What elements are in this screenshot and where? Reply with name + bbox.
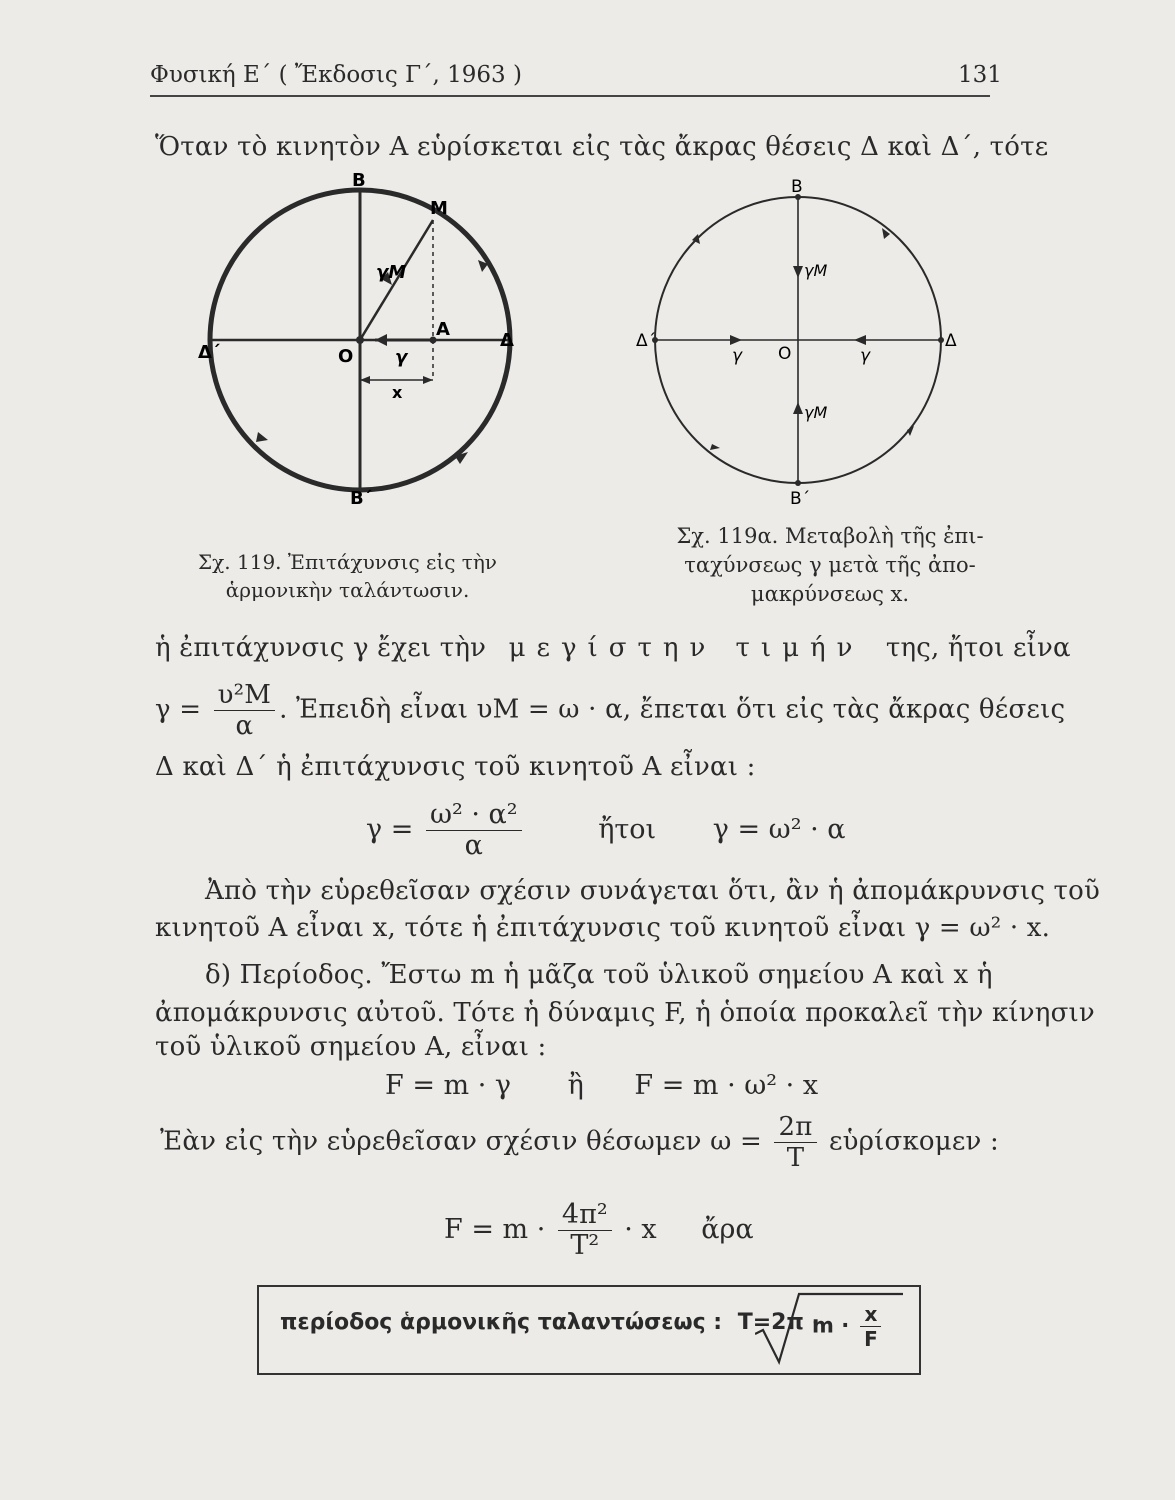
fig119a-label-b: B: [791, 178, 803, 197]
para4-line1: δ) Περίοδος. Ἔστω m ἡ μᾶζα τοῦ ὑλικοῦ σημείου Α καὶ x ἡ: [205, 960, 993, 990]
eq1-lhs: γ =: [366, 814, 414, 845]
boxed-radicand-m: m ·: [812, 1313, 850, 1338]
boxed-formula-start: T=2π ·: [737, 1310, 820, 1335]
fig119-caption: [185, 548, 510, 604]
fig119a-arrow-right-gamma: [854, 335, 866, 345]
eq3-word: ἄρα: [701, 1214, 754, 1245]
fig119-gamma-arrowhead: [375, 334, 387, 346]
fig119-label-delta: Δ: [500, 330, 514, 351]
fig119-label-gamma: γ: [395, 347, 408, 368]
boxed-radicand: [812, 1302, 885, 1351]
para5-line: [160, 1112, 1005, 1173]
fig119a-arrow-bottom-gammaM: [793, 402, 803, 414]
boxed-denominator: F: [864, 1327, 878, 1351]
para2-line2: [155, 680, 1066, 741]
para5-fraction: [774, 1112, 816, 1173]
para1-line1: Ὅταν τὸ κινητὸν Α εὑρίσκεται εἰς τὰς ἄκρας θέσεις Δ καὶ Δ΄, τότε: [155, 132, 1049, 162]
para5-end: εὑρίσκομεν :: [828, 1126, 999, 1157]
para3-line1: Ἀπὸ τὴν εὑρεθεῖσαν σχέσιν συνάγεται ὅτι, ἂν ἡ ἀπομάκρυνσις τοῦ: [205, 876, 1100, 906]
fig119-label-o: O: [338, 346, 354, 367]
fig119a-caption-line1: Σχ. 119α. Μεταβολὴ τῆς ἐπι-: [676, 524, 984, 548]
eq3-numerator: 4π²: [558, 1200, 612, 1231]
fig119a-label-gamma-left: γ: [732, 346, 743, 366]
fraction-numerator: υ²M: [214, 680, 275, 711]
boxed-numerator: x: [860, 1302, 881, 1327]
fig119-label-gamma-m: γM: [376, 262, 407, 283]
para2-line2-gamma: γ =: [155, 694, 202, 725]
equation-1: [366, 800, 846, 861]
para2-line2-rest: . Ἐπειδὴ εἶναι υM = ω · α, ἔπεται ὅτι εἰς τὰς ἄκρας θέσεις: [279, 694, 1066, 725]
fig119-label-a: A: [436, 319, 450, 340]
fig119-label-b-prime: B΄: [350, 488, 372, 509]
fig119a-label-o: O: [778, 344, 792, 364]
fig119a-motion-arrow-3: [710, 444, 720, 450]
fig119-caption-line1: Σχ. 119. Ἐπιτάχυνσις εἰς τὴν: [198, 550, 497, 574]
fig119a-label-gamma-m-bottom: γM: [804, 403, 828, 422]
eq1-word: ἤτοι: [598, 814, 657, 845]
para4-line2: ἀπομάκρυνσις αὐτοῦ. Τότε ἡ δύναμις F, ἡ ὁποία προκαλεῖ τὴν κίνησιν: [155, 998, 1095, 1028]
para5-numerator: 2π: [774, 1112, 816, 1143]
fig119-label-m: M: [430, 198, 448, 219]
para2-line3: Δ καὶ Δ΄ ἡ ἐπιτάχυνσις τοῦ κινητοῦ Α εἶναι :: [155, 752, 756, 782]
figure-119a: [632, 178, 972, 508]
fig119a-point-delta: [938, 337, 944, 343]
eq3-fraction: [558, 1200, 612, 1261]
para2-line1-end: της, ἤτοι εἶνα: [885, 633, 1071, 663]
fig119a-caption-line3: μακρύνσεως x.: [750, 582, 910, 606]
fig119a-arrow-left-gamma: [730, 335, 742, 345]
fig119a-point-b-prime: [795, 480, 801, 486]
eq1-numerator: ω² · α²: [426, 800, 522, 831]
fig119a-arrow-top-gammaM: [793, 266, 803, 278]
fig119a-label-delta: Δ: [945, 331, 957, 351]
fig119-label-delta-prime: Δ΄: [198, 342, 220, 363]
fig119-x-arrow-right: [423, 376, 433, 384]
fig119-label-x: x: [392, 383, 403, 402]
fig119a-label-gamma-right: γ: [860, 346, 871, 366]
eq3-end: · x: [624, 1214, 657, 1245]
equation-2: [385, 1070, 818, 1101]
fig119-label-b: B: [352, 170, 366, 191]
para2-line1: [155, 633, 1071, 663]
para3-line2: κινητοῦ Α εἶναι x, τότε ἡ ἐπιτάχυνσις τοῦ κινητοῦ εἶναι γ = ω² · x.: [155, 913, 1051, 943]
eq1-fraction: [426, 800, 522, 861]
fig119-motion-arrow-3: [256, 432, 268, 442]
fraction-vm-over-a: [214, 680, 275, 741]
eq2-left: F = m · γ: [385, 1070, 512, 1101]
fig119-center-point: [356, 336, 364, 344]
fig119a-caption: [660, 522, 1000, 609]
para2-line1-start: ἡ ἐπιτάχυνσις γ ἔχει τὴν: [155, 633, 487, 663]
running-title: Φυσική Ε΄ ( Ἔκδοσις Γ΄, 1963 ): [150, 62, 522, 88]
boxed-fraction: [860, 1302, 881, 1351]
para4-line3: τοῦ ὑλικοῦ σημείου Α, εἶναι :: [155, 1032, 547, 1062]
fig119-caption-line2: ἁρμονικὴν ταλάντωσιν.: [225, 578, 470, 602]
fraction-denominator: α: [235, 711, 254, 741]
fig119a-label-gamma-m-top: γM: [804, 261, 828, 280]
eq3-denominator: T²: [570, 1230, 600, 1261]
para5-denominator: T: [786, 1143, 805, 1173]
eq2-word: ἢ: [567, 1070, 584, 1101]
boxed-result: [280, 1310, 820, 1335]
fig119a-label-b-prime: B΄: [790, 489, 811, 508]
header-rule: [150, 95, 990, 97]
eq1-denominator: α: [464, 830, 483, 861]
equation-3: [444, 1200, 754, 1261]
eq3-start: F = m ·: [444, 1214, 546, 1245]
figure-119: [190, 170, 540, 510]
para5-start: Ἐὰν εἰς τὴν εὑρεθεῖσαν σχέσιν θέσωμεν ω =: [160, 1126, 762, 1157]
page-number: 131: [958, 62, 1002, 88]
eq2-right: F = m · ω² · x: [634, 1070, 819, 1101]
fig119a-caption-line2: ταχύνσεως γ μετὰ τῆς ἀπο-: [684, 553, 976, 577]
fig119a-label-delta-prime: Δ΄: [636, 331, 657, 351]
eq1-rhs: γ = ω² · α: [712, 814, 846, 845]
para2-line1-emphasis: μεγίστην τιμήν: [508, 633, 864, 663]
boxed-label: περίοδος ἁρμονικῆς ταλαντώσεως :: [280, 1310, 723, 1335]
